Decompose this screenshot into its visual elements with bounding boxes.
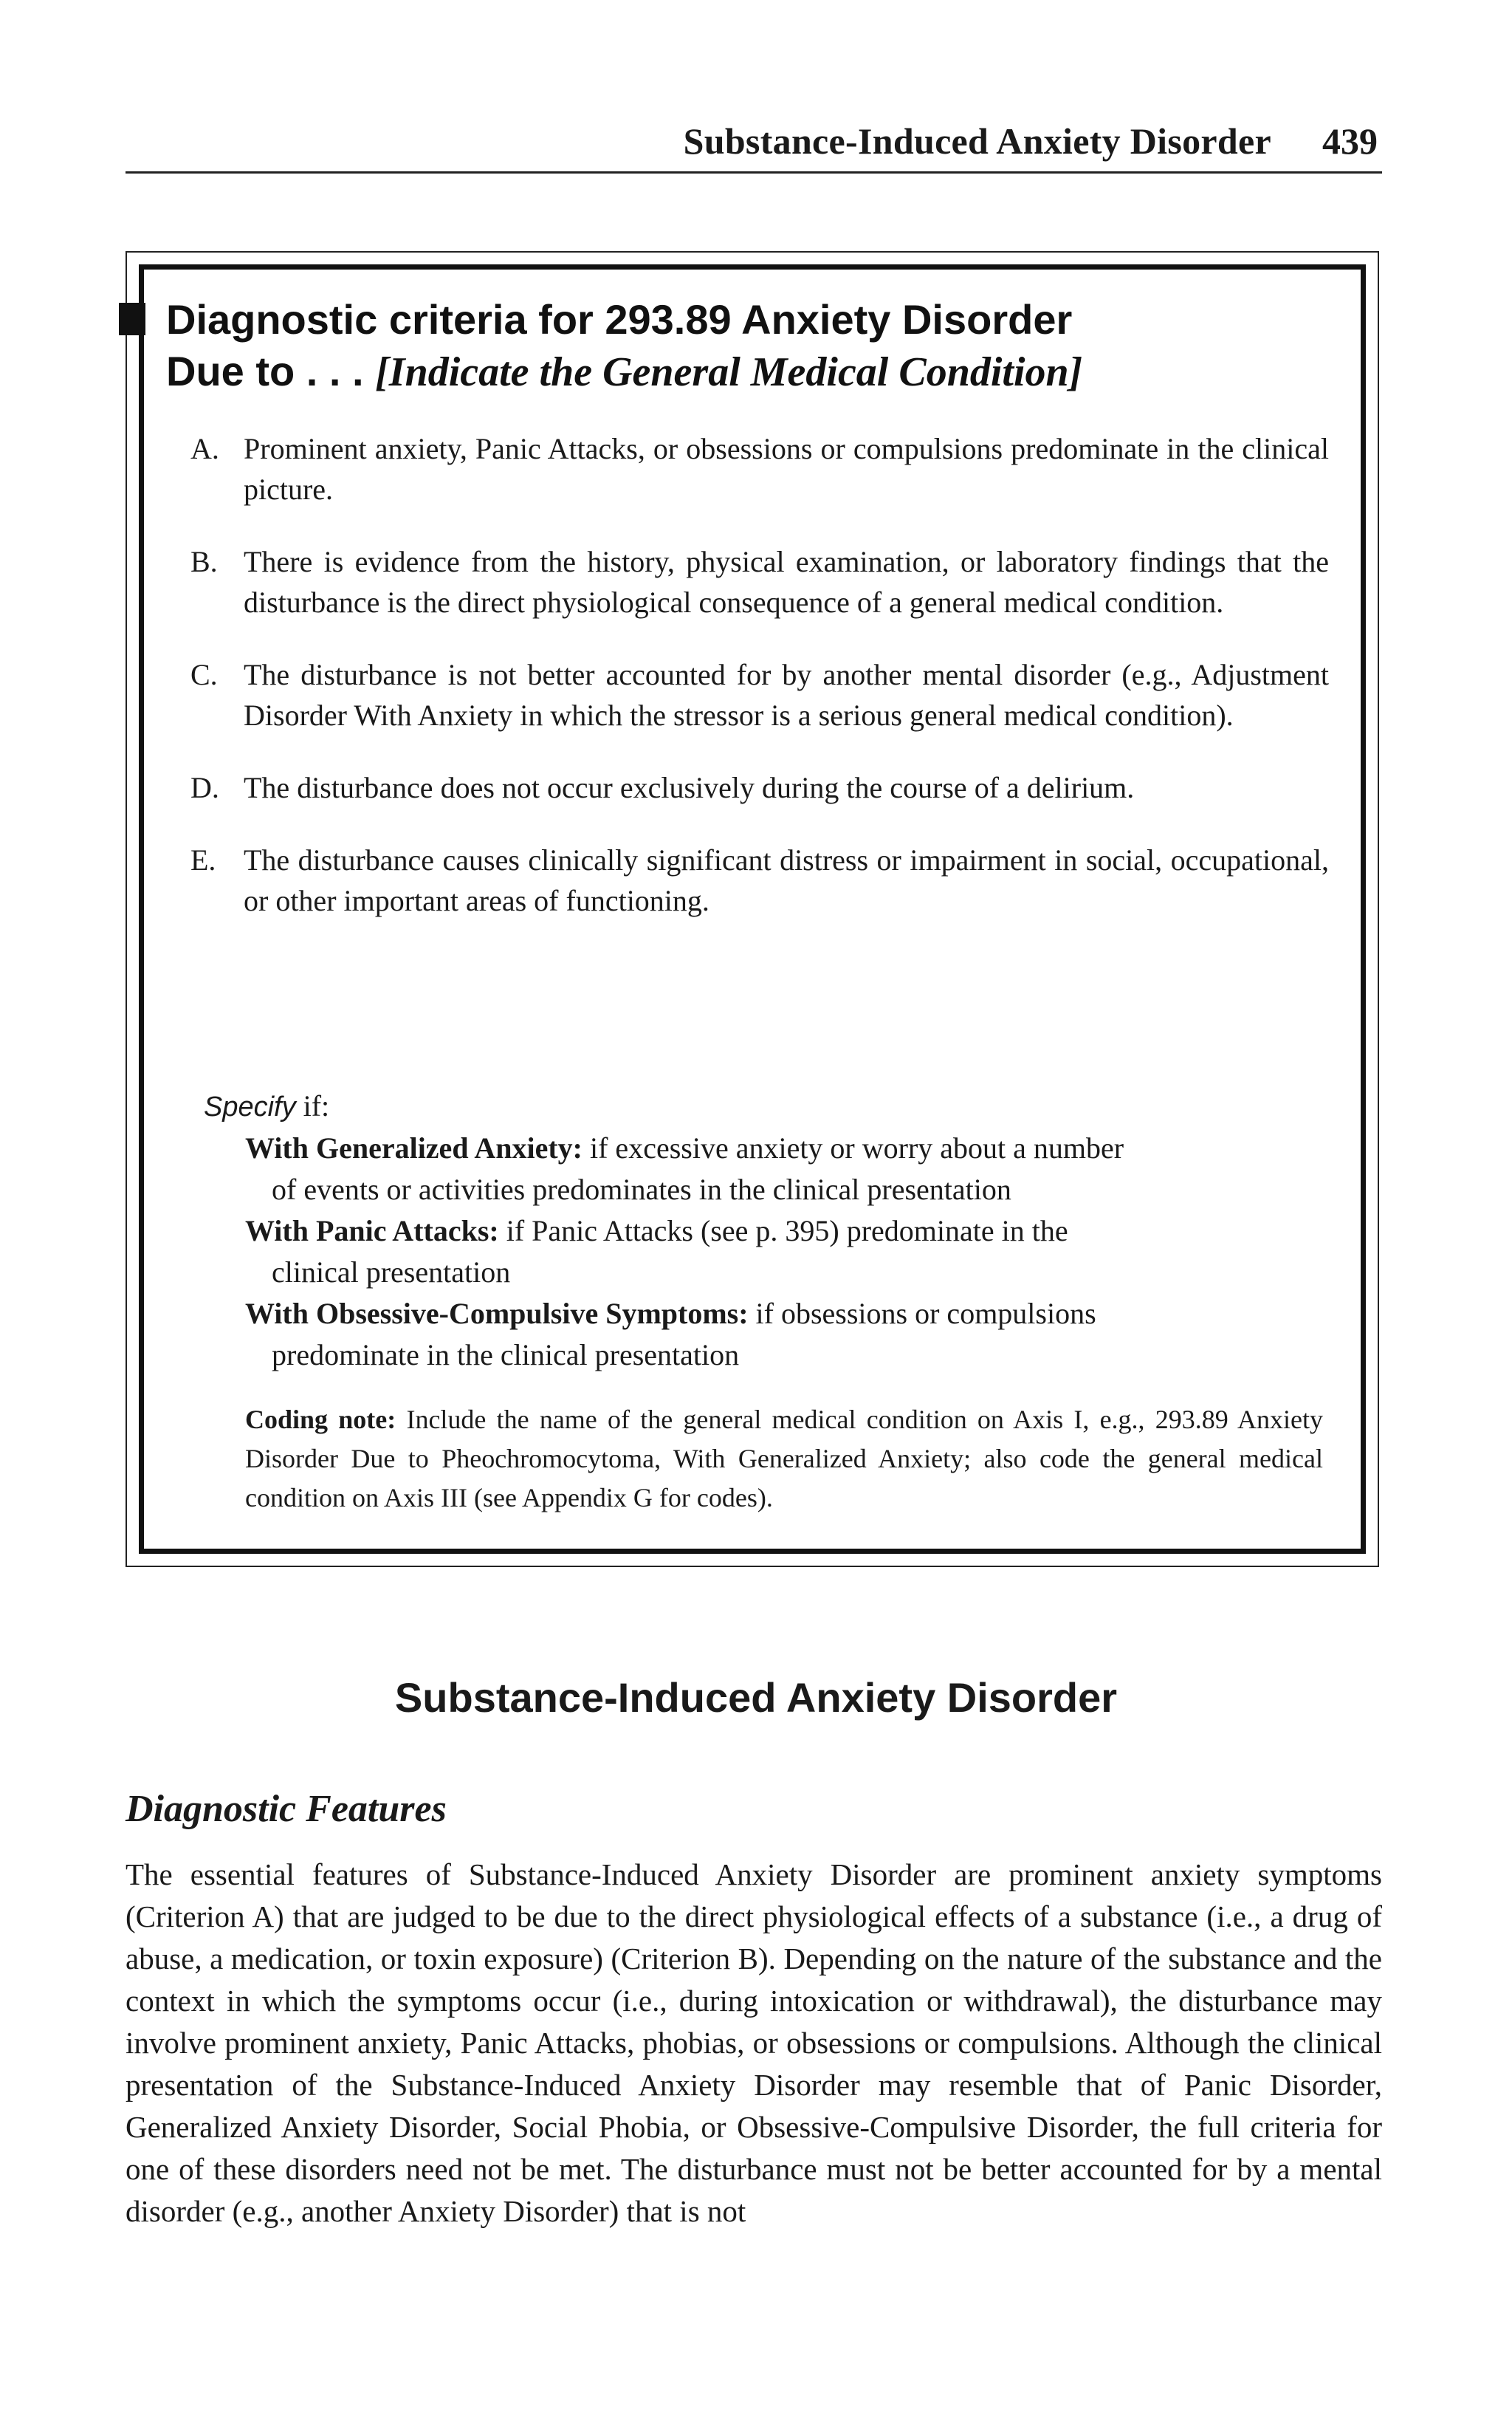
specify-line	[204, 1086, 1326, 1128]
title-line-2-prefix: Due to . . .	[166, 348, 376, 394]
specifier-line-1: if obsessions or compulsions	[748, 1297, 1096, 1330]
title-line-1: Diagnostic criteria for 293.89 Anxiety Disorder	[166, 296, 1073, 343]
criterion-text: Prominent anxiety, Panic Attacks, or obsessions or compulsions predominate in the clinical picture.	[244, 432, 1329, 506]
criterion-text: The disturbance does not occur exclusively during the course of a delirium.	[244, 771, 1135, 804]
specifier-obsessive-compulsive	[245, 1293, 1326, 1376]
criterion-d	[190, 767, 1329, 808]
criterion-letter: A.	[190, 432, 219, 465]
specifier-term: With Generalized Anxiety:	[245, 1131, 583, 1165]
specifiers-block	[204, 1086, 1326, 1376]
specifier-line-2: clinical presentation	[272, 1255, 511, 1289]
section-heading: Substance-Induced Anxiety Disorder	[394, 1674, 1118, 1721]
criterion-text: There is evidence from the history, physical examination, or laboratory findings that the disturbance is the direct physiological consequence of a general medical condition.	[244, 545, 1329, 619]
coding-note-text: Include the name of the general medical condition on Axis I, e.g., 293.89 Anxiety Disorder Due to Pheochromocytoma, With Generalized Anxiety; also code the general medical condition on Axis III (see Appendix G for codes).	[245, 1405, 1323, 1512]
criterion-a	[190, 428, 1329, 510]
criterion-letter: B.	[190, 545, 218, 578]
coding-note-label: Coding note:	[245, 1405, 396, 1434]
coding-note	[245, 1400, 1323, 1518]
page-number: 439	[1322, 120, 1378, 162]
criterion-letter: C.	[190, 658, 218, 691]
body-paragraph: The essential features of Substance-Induced Anxiety Disorder are prominent anxiety symptoms (Criterion A) that are judged to be due to the direct physiological effects of a substance (i.e., a drug of abuse, a medication, or toxin exposure) (Criterion B). Depending on the nature of the substance and the context in which the symptoms occur (i.e., during intoxication or withdrawal), the disturbance may involve prominent anxiety, Panic Attacks, phobias, or obsessions or compulsions. Although the clinical presentation of the Substance-Induced Anxiety Disorder may resemble that of Panic Disorder, Generalized Anxiety Disorder, Social Phobia, or Obsessive-Compulsive Disorder, the full criteria for one of these disorders need not be met. The disturbance must not be better accounted for by a mental disorder (e.g., another Anxiety Disorder) that is not	[126, 1857, 1382, 2228]
title-line-2	[166, 346, 1318, 398]
criterion-text: The disturbance is not better accounted for by another mental disorder (e.g., Adjustment Disorder With Anxiety in which the stressor is a serious general medical condition).	[244, 658, 1329, 732]
criterion-c	[190, 654, 1329, 736]
specifier-line-1: if excessive anxiety or worry about a number	[583, 1131, 1124, 1165]
specifier-line-1: if Panic Attacks (see p. 395) predominate in the	[498, 1214, 1068, 1247]
criterion-letter: D.	[190, 771, 219, 804]
square-bullet-icon	[119, 303, 145, 335]
criteria-list	[190, 428, 1329, 953]
criterion-text: The disturbance causes clinically significant distress or impairment in social, occupational, or other important areas of functioning.	[244, 843, 1329, 917]
running-title: Substance-Induced Anxiety Disorder	[683, 120, 1271, 162]
running-header	[126, 117, 1382, 174]
specify-label: Specify	[204, 1092, 296, 1123]
title-line-2-italic: [Indicate the General Medical Condition]	[375, 349, 1083, 395]
specifier-panic-attacks	[245, 1210, 1326, 1293]
criteria-box-title	[166, 294, 1318, 398]
specifier-line-2: of events or activities predominates in the clinical presentation	[272, 1173, 1011, 1206]
specifier-generalized-anxiety	[245, 1128, 1326, 1210]
criterion-letter: E.	[190, 843, 216, 877]
criterion-b	[190, 541, 1329, 623]
specifier-term: With Obsessive-Compulsive Symptoms:	[245, 1297, 749, 1330]
specifier-line-2: predominate in the clinical presentation	[272, 1338, 740, 1371]
specifier-term: With Panic Attacks:	[245, 1214, 499, 1247]
specify-suffix: if:	[295, 1089, 330, 1123]
subsection-heading: Diagnostic Features	[126, 1788, 447, 1830]
criterion-e	[190, 840, 1329, 921]
